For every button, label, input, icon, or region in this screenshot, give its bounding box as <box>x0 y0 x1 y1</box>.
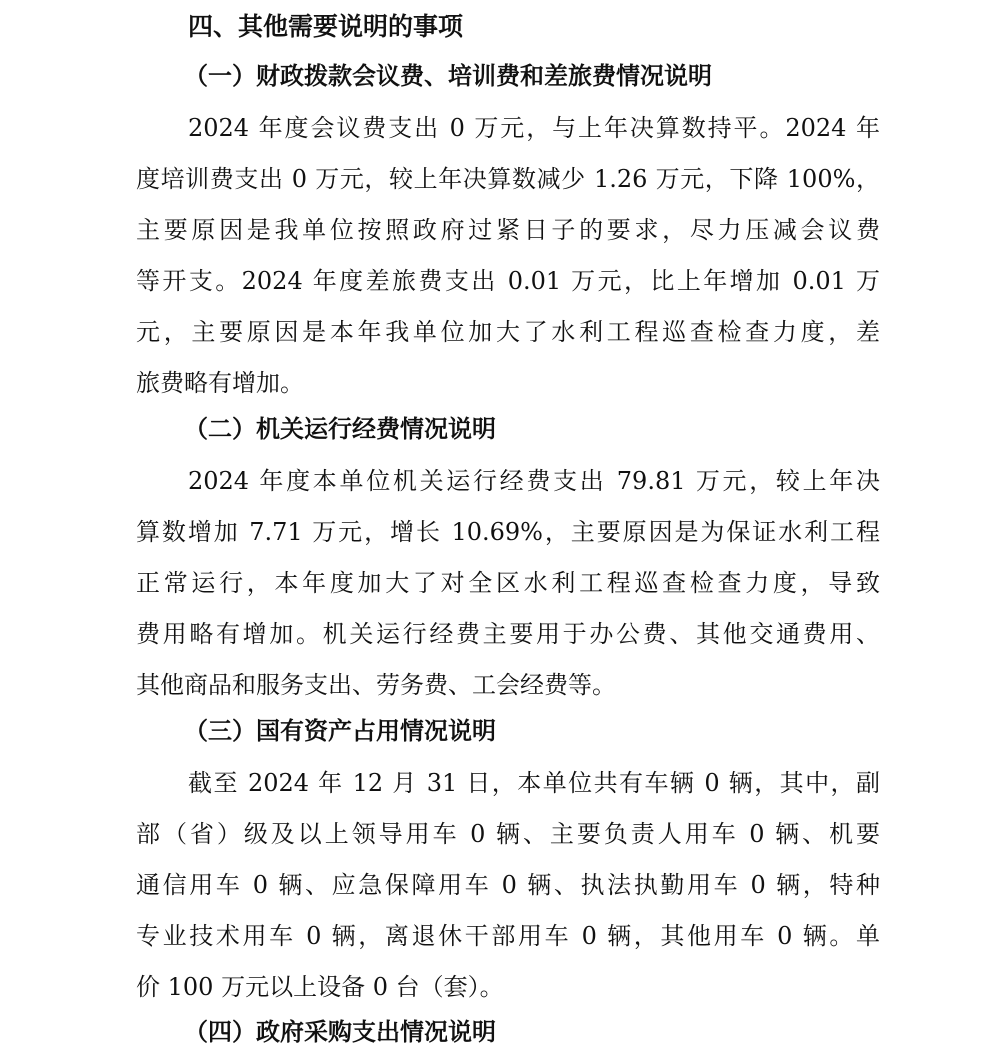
paragraph-line: 2024 年度会议费支出 0 万元，与上年决算数持平。2024 年 <box>188 114 880 142</box>
paragraph-operating-expenses <box>136 456 880 711</box>
paragraph-line: 旅费略有增加。 <box>136 369 304 397</box>
paragraph-line: 等开支。2024 年度差旅费支出 0.01 万元，比上年增加 0.01 万 <box>136 267 880 295</box>
paragraph-line: 算数增加 7.71 万元，增长 10.69%，主要原因是为保证水利工程 <box>136 518 880 546</box>
paragraph-meeting-training-travel <box>136 103 880 409</box>
paragraph-line: 截至 2024 年 12 月 31 日，本单位共有车辆 0 辆，其中，副 <box>188 769 880 797</box>
paragraph-line: 度培训费支出 0 万元，较上年决算数减少 1.26 万元，下降 100%， <box>136 165 880 193</box>
subsection-title-operating-expenses: （二）机关运行经费情况说明 <box>184 414 496 443</box>
paragraph-line: 费用略有增加。机关运行经费主要用于办公费、其他交通费用、 <box>136 620 880 648</box>
paragraph-line: 元，主要原因是本年我单位加大了水利工程巡查检查力度，差 <box>136 318 880 346</box>
section-heading: 四、其他需要说明的事项 <box>188 12 464 41</box>
paragraph-line: 主要原因是我单位按照政府过紧日子的要求，尽力压减会议费 <box>136 216 880 244</box>
subsection-title-government-procurement: （四）政府采购支出情况说明 <box>184 1017 496 1046</box>
paragraph-line: 通信用车 0 辆、应急保障用车 0 辆、执法执勤用车 0 辆，特种 <box>136 871 880 899</box>
paragraph-state-assets <box>136 758 880 1013</box>
subsection-title-state-assets: （三）国有资产占用情况说明 <box>184 716 496 745</box>
paragraph-line: 2024 年度本单位机关运行经费支出 79.81 万元，较上年决 <box>188 467 880 495</box>
paragraph-line: 专业技术用车 0 辆，离退休干部用车 0 辆，其他用车 0 辆。单 <box>136 922 880 950</box>
paragraph-line: 价 100 万元以上设备 0 台（套）。 <box>136 973 504 1001</box>
paragraph-line: 正常运行，本年度加大了对全区水利工程巡查检查力度，导致 <box>136 569 880 597</box>
paragraph-line: 其他商品和服务支出、劳务费、工会经费等。 <box>136 671 616 699</box>
subsection-title-meeting-training-travel: （一）财政拨款会议费、培训费和差旅费情况说明 <box>184 61 712 90</box>
paragraph-line: 部（省）级及以上领导用车 0 辆、主要负责人用车 0 辆、机要 <box>136 820 880 848</box>
